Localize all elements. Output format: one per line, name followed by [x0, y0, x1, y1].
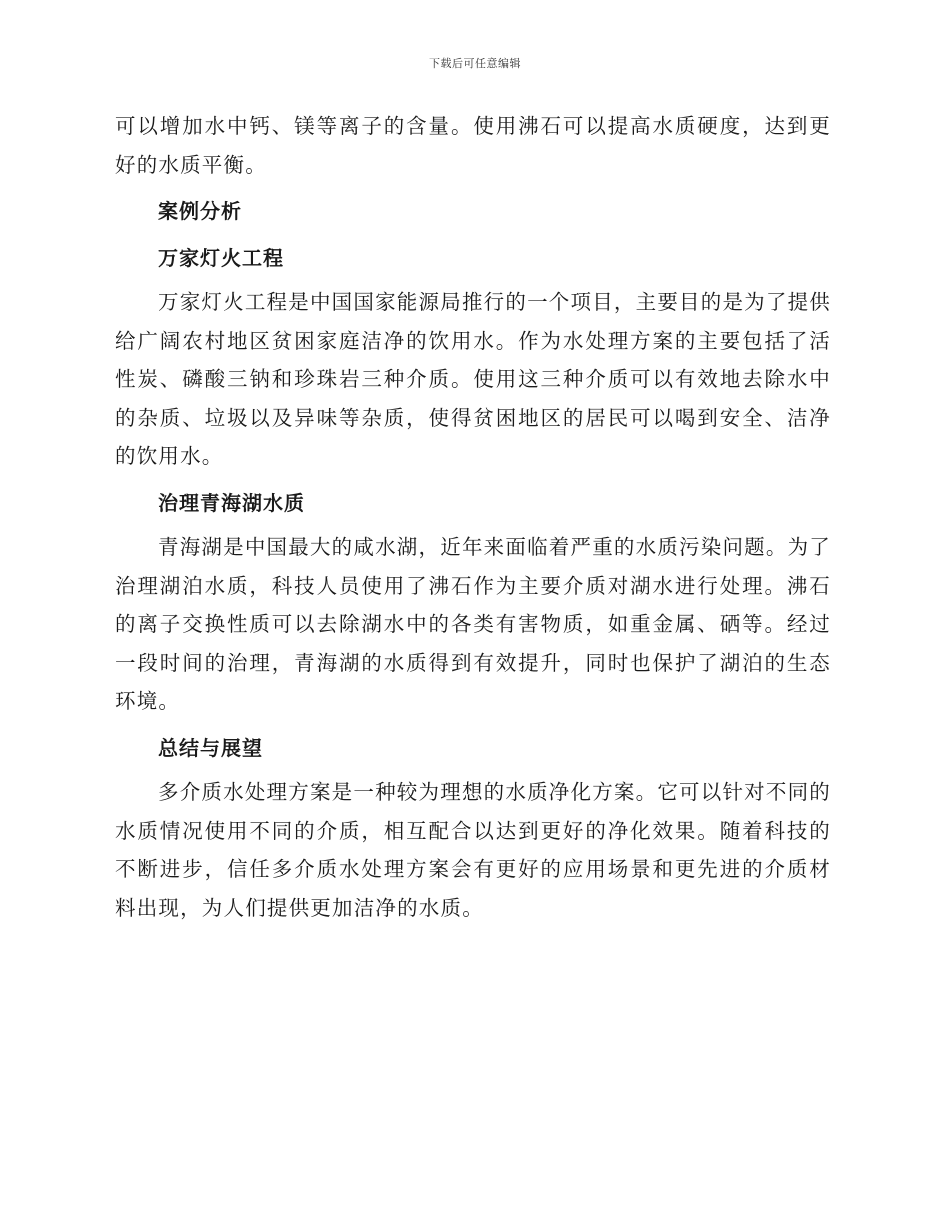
case-analysis-heading: 案例分析	[158, 199, 242, 223]
qinghai-lake-heading: 治理青海湖水质	[158, 490, 305, 515]
summary-paragraph: 多介质水处理方案是一种较为理想的水质净化方案。它可以针对不同的水质情况使用不同的介质，相互配合以达到更好的净化效果。随着科技的不断进步，信任多介质水处理方案会有更好的应用场景和更先进的介质材料出现，为人们提供更加洁净的水质。	[115, 780, 831, 920]
wanjia-project-heading: 万家灯火工程	[158, 245, 284, 270]
wanjia-project-paragraph: 万家灯火工程是中国国家能源局推行的一个项目，主要目的是为了提供给广阔农村地区贫困家庭洁净的饮用水。作为水处理方案的主要包括了活性炭、磷酸三钠和珍珠岩三种介质。使用这三种介质可以有效地去除水中的杂质、垃圾以及异味等杂质，使得贫困地区的居民可以喝到安全、洁净的饮用水。	[115, 290, 831, 468]
summary-heading: 总结与展望	[158, 735, 263, 760]
qinghai-lake-paragraph: 青海湖是中国最大的咸水湖，近年来面临着严重的水质污染问题。为了治理湖泊水质，科技人员使用了沸石作为主要介质对湖水进行处理。沸石的离子交换性质可以去除湖水中的各类有害物质，如重金属、硒等。经过一段时间的治理，青海湖的水质得到有效提升，同时也保护了湖泊的生态环境。	[115, 535, 831, 713]
intro-paragraph: 可以增加水中钙、镁等离子的含量。使用沸石可以提高水质硬度，达到更好的水质平衡。	[115, 114, 831, 177]
document-body	[115, 107, 831, 927]
page-header: 下载后可任意编辑	[429, 57, 521, 70]
